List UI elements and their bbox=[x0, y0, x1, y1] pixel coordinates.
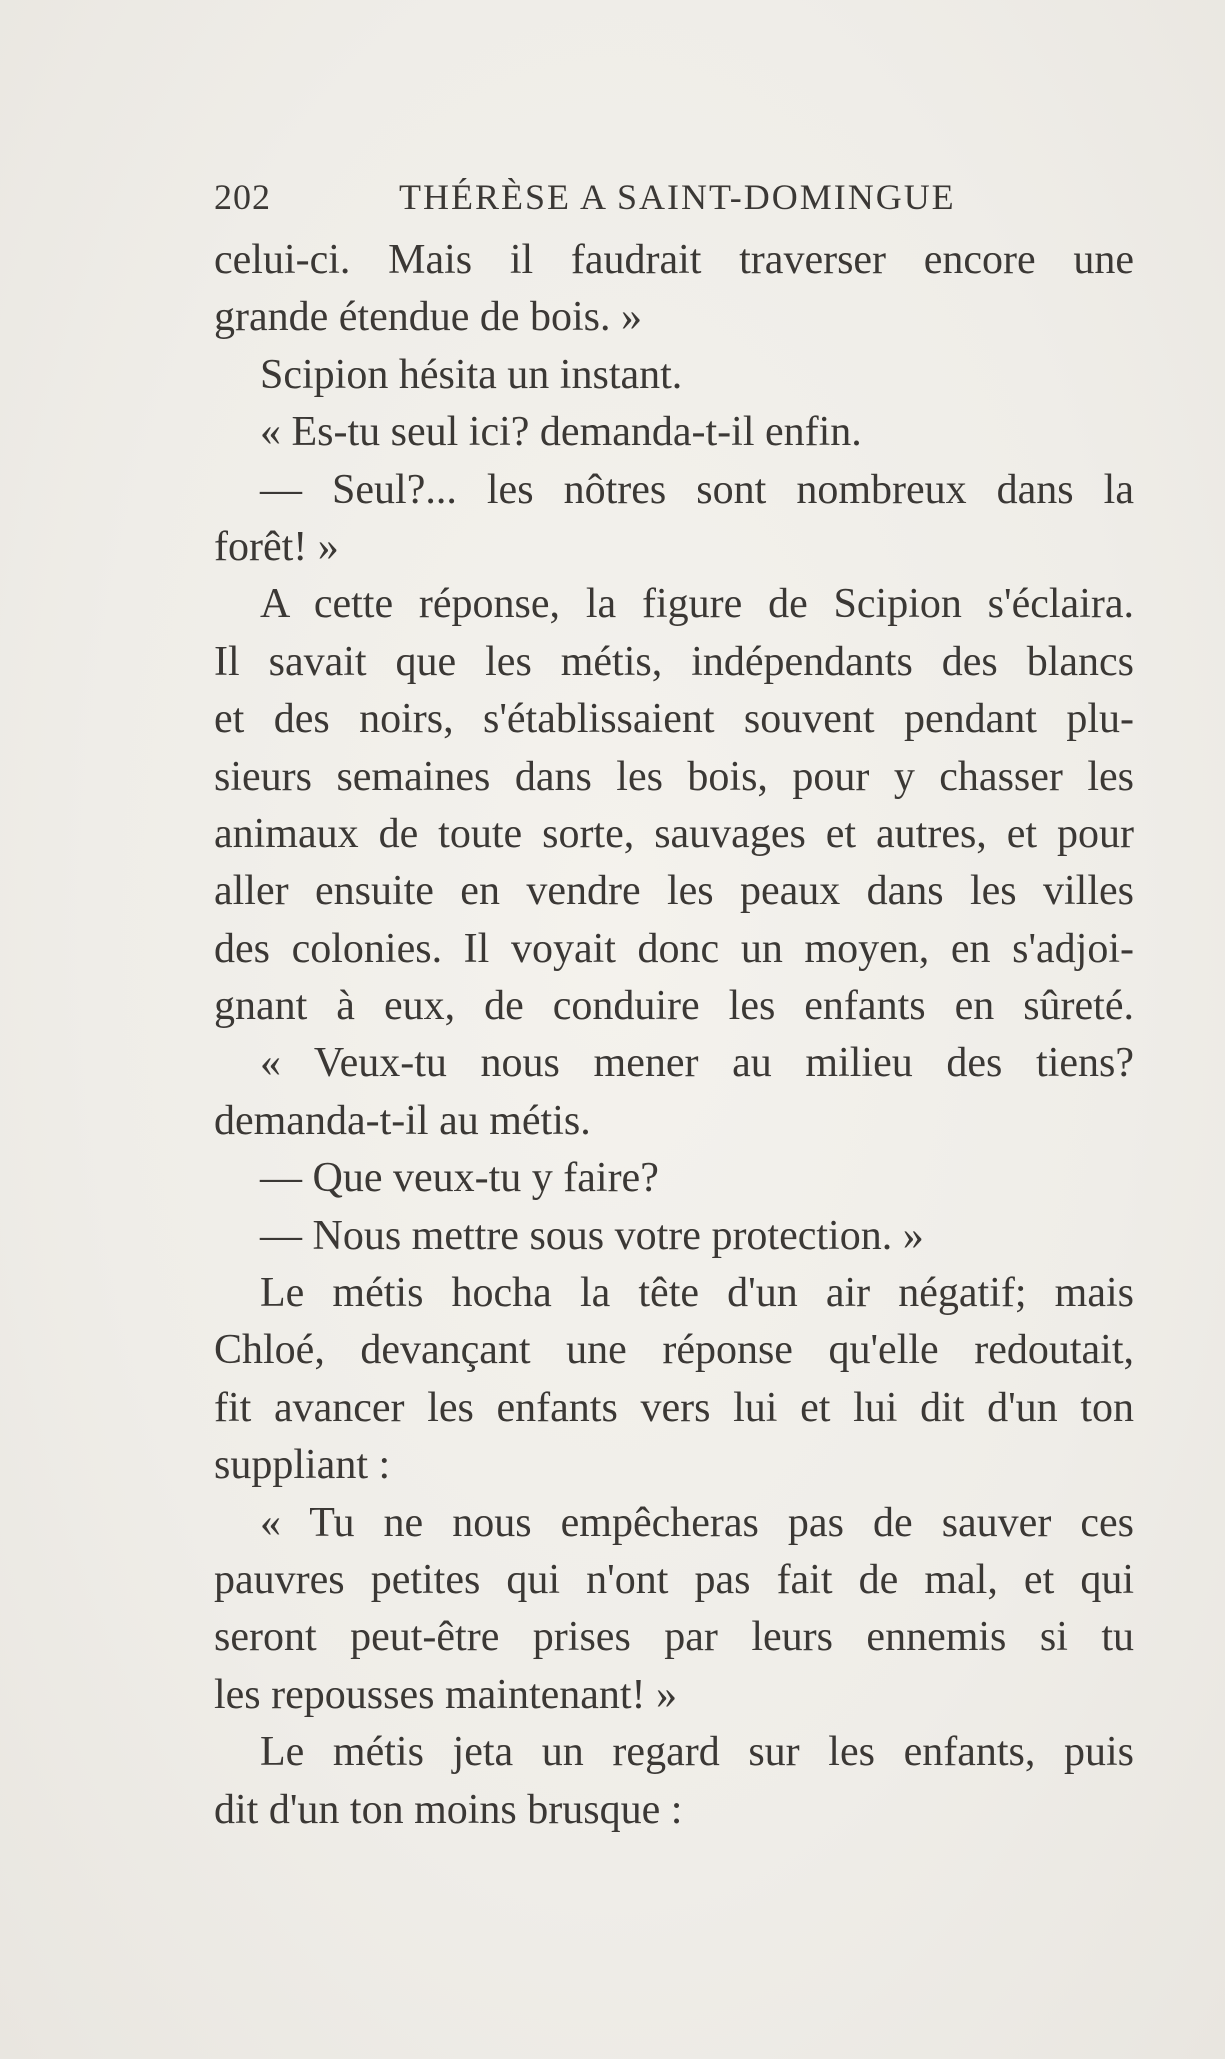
text-line: « Veux-tu nous mener au milieu des tiens? bbox=[260, 1040, 1134, 1087]
body-text bbox=[214, 232, 1134, 1839]
text-line: « Es-tu seul ici? demanda-t-il enfin. bbox=[260, 409, 862, 456]
text-line: Il savait que les métis, indépendants des blancs bbox=[214, 638, 1134, 685]
page-header bbox=[214, 176, 1134, 226]
text-line: — Que veux-tu y faire? bbox=[260, 1155, 659, 1202]
page-number: 202 bbox=[214, 177, 271, 217]
text-line: — Seul?... les nôtres sont nombreux dans la bbox=[260, 466, 1134, 513]
text-line: Le métis hocha la tête d'un air négatif; mais bbox=[260, 1270, 1134, 1317]
text-line: demanda-t-il au métis. bbox=[214, 1097, 591, 1144]
text-line: les repousses maintenant! » bbox=[214, 1671, 678, 1718]
text-line: — Nous mettre sous votre protection. » bbox=[260, 1212, 924, 1259]
text-line: aller ensuite en vendre les peaux dans les villes bbox=[214, 868, 1134, 915]
text-line: dit d'un ton moins brusque : bbox=[214, 1786, 683, 1833]
text-line: des colonies. Il voyait donc un moyen, en s'adjoi- bbox=[214, 925, 1134, 972]
text-line: celui-ci. Mais il faudrait traverser encore une bbox=[214, 237, 1134, 283]
text-line: Scipion hésita un instant. bbox=[260, 351, 683, 398]
text-line: sieurs semaines dans les bois, pour y chasser les bbox=[214, 753, 1134, 800]
text-line: Le métis jeta un regard sur les enfants, puis bbox=[260, 1729, 1134, 1776]
running-title: THÉRÈSE A SAINT-DOMINGUE bbox=[399, 177, 956, 217]
text-line: « Tu ne nous empêcheras pas de sauver ces bbox=[260, 1499, 1134, 1546]
text-line: et des noirs, s'établissaient souvent pendant plu- bbox=[214, 696, 1134, 743]
text-line: Chloé, devançant une réponse qu'elle redoutait, bbox=[214, 1327, 1134, 1374]
text-line: seront peut-être prises par leurs ennemis si tu bbox=[214, 1614, 1134, 1661]
text-line: pauvres petites qui n'ont pas fait de mal, et qui bbox=[214, 1556, 1134, 1603]
text-line: gnant à eux, de conduire les enfants en sûreté. bbox=[214, 983, 1134, 1030]
text-line: fit avancer les enfants vers lui et lui dit d'un ton bbox=[214, 1384, 1134, 1431]
text-line: grande étendue de bois. » bbox=[214, 294, 643, 341]
text-line: suppliant : bbox=[214, 1442, 391, 1489]
text-line: forêt! » bbox=[214, 523, 339, 570]
text-line: animaux de toute sorte, sauvages et autres, et pour bbox=[214, 810, 1134, 857]
text-line: A cette réponse, la figure de Scipion s'éclaira. bbox=[260, 581, 1134, 628]
